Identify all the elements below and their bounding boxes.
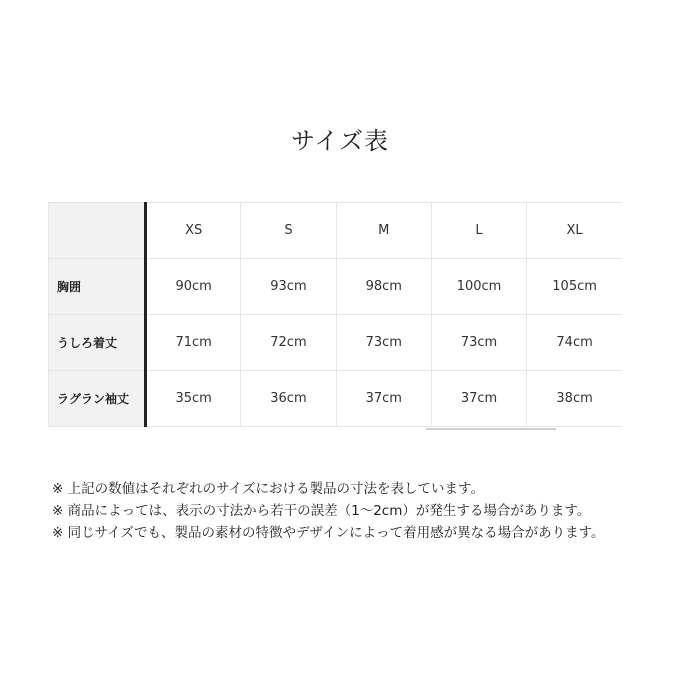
table-cell: 74cm xyxy=(527,315,622,371)
column-header-s: S xyxy=(241,203,336,259)
note-text: ※ 商品によっては、表示の寸法から若干の誤差（1〜2cm）が発生する場合があります。 xyxy=(52,503,591,519)
size-grid xyxy=(48,202,622,427)
column-header-xs: XS xyxy=(146,203,241,259)
table-cell: 37cm xyxy=(431,371,526,427)
table-cell: 36cm xyxy=(241,371,336,427)
column-header-xl: XL xyxy=(527,203,622,259)
table-cell: 72cm xyxy=(241,315,336,371)
table-row xyxy=(49,371,623,427)
table-cell: 90cm xyxy=(146,259,241,315)
row-header-back-length: うしろ着丈 xyxy=(49,315,146,371)
table-cell: 100cm xyxy=(431,259,526,315)
table-cell: 73cm xyxy=(431,315,526,371)
header-row xyxy=(49,203,623,259)
row-header-raglan-sleeve: ラグラン袖丈 xyxy=(49,371,146,427)
table-cell: 35cm xyxy=(146,371,241,427)
table-row xyxy=(49,315,623,371)
note-text: ※ 同じサイズでも、製品の素材の特徴やデザインによって着用感が異なる場合があります。 xyxy=(52,525,605,541)
column-header-l: L xyxy=(431,203,526,259)
table-cell: 37cm xyxy=(336,371,431,427)
column-header-m: M xyxy=(336,203,431,259)
table-cell: 105cm xyxy=(527,259,622,315)
table-cell: 73cm xyxy=(336,315,431,371)
table-cell: 98cm xyxy=(336,259,431,315)
note-text: ※ 上記の数値はそれぞれのサイズにおける製品の寸法を表しています。 xyxy=(52,481,484,497)
notes-section xyxy=(52,478,628,544)
table-cell: 38cm xyxy=(527,371,622,427)
table-cell: 71cm xyxy=(146,315,241,371)
horizontal-scrollbar[interactable] xyxy=(426,428,556,430)
table-cell: 93cm xyxy=(241,259,336,315)
size-table xyxy=(48,202,622,429)
table-row xyxy=(49,259,623,315)
row-header-chest: 胸囲 xyxy=(49,259,146,315)
page-title: サイズ表 xyxy=(290,127,390,155)
corner-cell xyxy=(49,203,146,259)
